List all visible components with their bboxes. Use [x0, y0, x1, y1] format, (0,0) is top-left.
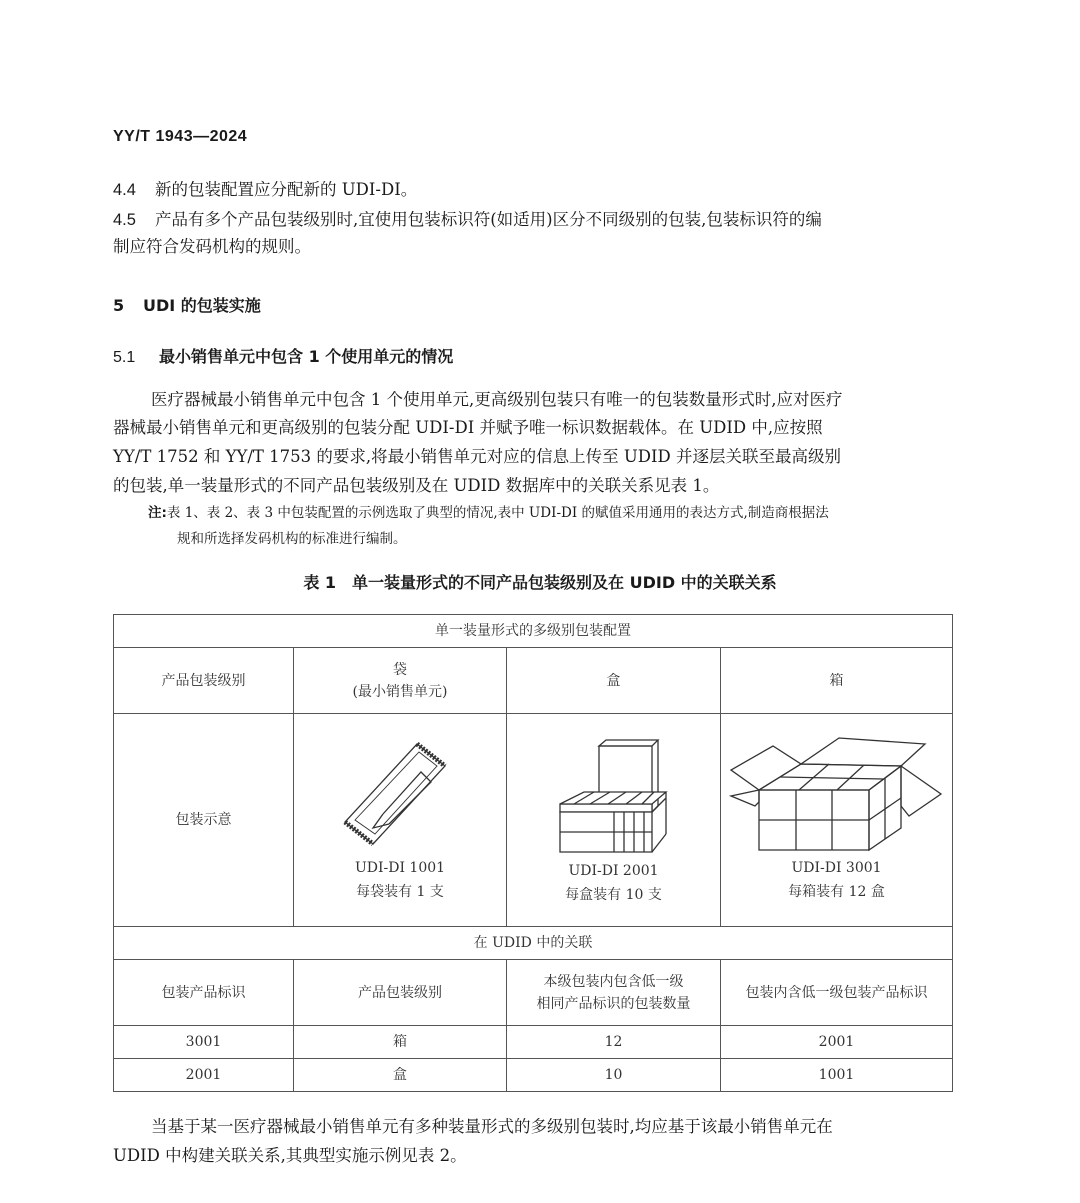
illo-bag-cell: [294, 714, 507, 927]
level-name: 袋: [393, 661, 407, 678]
table-cell: 2001: [721, 1026, 953, 1059]
qty-carton: 每箱装有 12 盒: [788, 884, 885, 900]
para2-line2: UDID 中构建关联关系,其典型实施示例见表 2。: [113, 1146, 467, 1165]
table-cell: 12: [507, 1026, 721, 1059]
clause-4-5-cont: 制应符合发码机构的规则。: [113, 237, 311, 256]
clause-text: 新的包装配置应分配新的 UDI-DI。: [155, 180, 418, 199]
clause-number: 4.4: [113, 181, 136, 199]
clause-4-5: [113, 210, 953, 230]
table-row: [114, 927, 953, 960]
section-title: UDI 的包装实施: [143, 296, 261, 315]
qty-bag: 每袋装有 1 支: [356, 884, 444, 900]
para1-line4: 的包装,单一装量形式的不同产品包装级别及在 UDID 数据库中的关联关系见表 1。: [113, 476, 720, 495]
table-cell: 箱: [294, 1026, 507, 1059]
section-5-1-heading: [113, 347, 953, 368]
col-header-quantity: [507, 960, 721, 1026]
note-line1: [148, 504, 829, 522]
box-icon: [554, 734, 674, 859]
para2-line1: 当基于某一医疗器械最小销售单元有多种装量形式的多级别包装时,均应基于该最小销售单元在: [151, 1117, 833, 1136]
table-cell: 盒: [294, 1059, 507, 1092]
para1-line2: 器械最小销售单元和更高级别的包装分配 UDI-DI 并赋予唯一标识数据载体。在 UDID 中,应按照: [113, 418, 823, 437]
header-line: 本级包装内包含低一级: [543, 973, 684, 990]
section-header-config: 单一装量形式的多级别包装配置: [114, 615, 953, 648]
header-line: 相同产品标识的包装数量: [536, 995, 691, 1012]
illo-box-cell: [507, 714, 721, 927]
table-row: [114, 1059, 953, 1092]
udi-di-box: UDI-DI 2001: [568, 862, 659, 879]
para1-line3: YY/T 1752 和 YY/T 1753 的要求,将最小销售单元对应的信息上传至 UDID 并逐层关联至最高级别: [113, 447, 842, 466]
table-row: [114, 615, 953, 648]
level-sub: (最小销售单元): [352, 683, 448, 700]
clause-number: 4.5: [113, 211, 136, 229]
udi-di-carton: UDI-DI 3001: [791, 860, 882, 876]
table-1: [113, 614, 953, 1092]
table-row: [114, 714, 953, 927]
pouch-icon: [335, 736, 465, 856]
illo-carton-cell: [721, 714, 953, 927]
section-number: 5: [113, 296, 125, 315]
level-carton: 箱: [721, 648, 953, 714]
note-label: 注:: [148, 505, 167, 521]
row-label-level: 产品包装级别: [114, 648, 294, 714]
table-cell: 2001: [114, 1059, 294, 1092]
table-cell: 3001: [114, 1026, 294, 1059]
carton-icon: [729, 736, 944, 856]
section-5-heading: [113, 296, 953, 316]
para1-line1: 医疗器械最小销售单元中包含 1 个使用单元,更高级别包装只有唯一的包装数量形式时,应对医疗: [151, 390, 843, 409]
section-header-association: 在 UDID 中的关联: [114, 927, 953, 960]
level-bag: [294, 648, 507, 714]
table-caption: 表 1 单一装量形式的不同产品包装级别及在 UDID 中的关联关系: [303, 573, 777, 592]
clause-4-4: [113, 180, 953, 200]
level-box: 盒: [507, 648, 721, 714]
col-header-package-id: 包装产品标识: [114, 960, 294, 1026]
row-label-illo: 包装示意: [114, 714, 294, 927]
table-row: [114, 960, 953, 1026]
table-cell: 1001: [721, 1059, 953, 1092]
table-cell: 10: [507, 1059, 721, 1092]
col-header-child-id: 包装内含低一级包装产品标识: [721, 960, 953, 1026]
table-row: [114, 1026, 953, 1059]
note-text: 表 1、表 2、表 3 中包装配置的示例选取了典型的情况,表中 UDI-DI 的赋值采用通用的表达方式,制造商根据法: [166, 505, 829, 521]
note-line2: 规和所选择发码机构的标准进行编制。: [177, 531, 407, 547]
clause-text: 产品有多个产品包装级别时,宜使用包装标识符(如适用)区分不同级别的包装,包装标识符的编: [155, 210, 822, 229]
table-row: [114, 648, 953, 714]
standard-number: YY/T 1943—2024: [113, 128, 248, 145]
udi-di-bag: UDI-DI 1001: [354, 860, 446, 876]
section-title: 最小销售单元中包含 1 个使用单元的情况: [159, 347, 454, 366]
qty-box: 每盒装有 10 支: [565, 886, 662, 903]
col-header-level: 产品包装级别: [294, 960, 507, 1026]
section-number: 5.1: [113, 349, 136, 366]
